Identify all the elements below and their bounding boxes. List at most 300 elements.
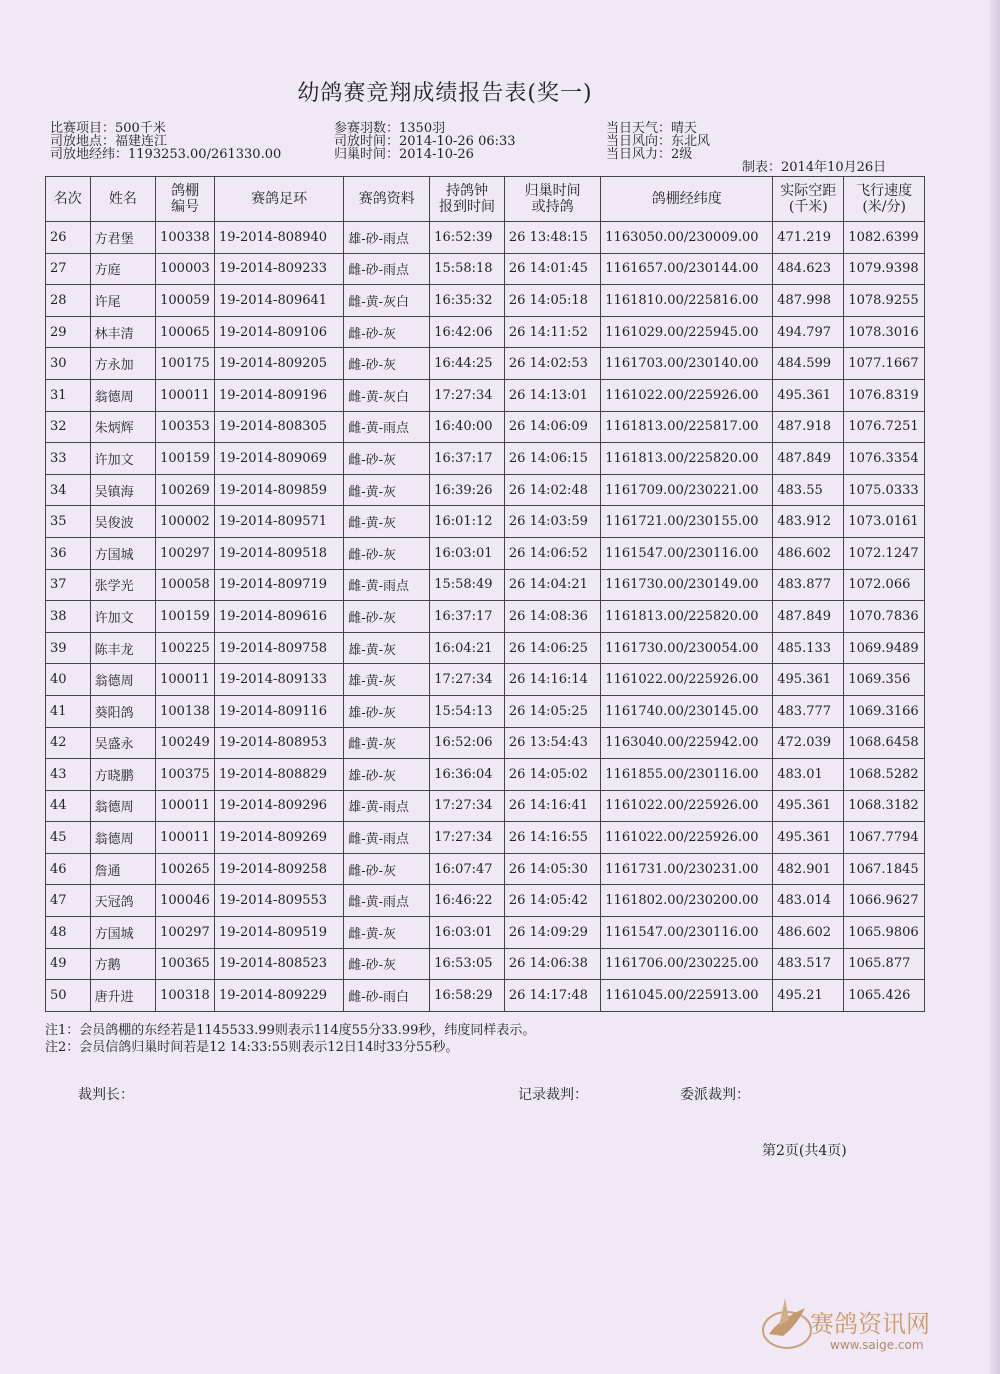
table-row <box>46 948 925 980</box>
cell-bird-info: 雌-黄-雨点 <box>344 569 430 601</box>
notes <box>45 1022 535 1056</box>
cell-return-time: 26 14:05:30 <box>504 853 600 885</box>
table-row <box>46 316 925 348</box>
cell-rank: 35 <box>46 506 91 538</box>
cell-clock-time: 16:52:39 <box>430 222 505 254</box>
cell-loft-id: 100011 <box>156 822 215 854</box>
cell-name: 葵阳鸽 <box>90 695 156 727</box>
cell-return-time: 26 14:13:01 <box>504 379 600 411</box>
cell-loft-id: 100353 <box>156 411 215 443</box>
cell-name: 许尾 <box>90 285 156 317</box>
cell-name: 许加文 <box>90 443 156 475</box>
cell-ring: 19-2014-809719 <box>215 569 344 601</box>
cell-return-time: 26 14:04:21 <box>504 569 600 601</box>
cell-loft-id: 100046 <box>156 885 215 917</box>
cell-rank: 39 <box>46 632 91 664</box>
cell-bird-info: 雄-黄-灰 <box>344 664 430 696</box>
cell-ring: 19-2014-809296 <box>215 790 344 822</box>
table-row <box>46 727 925 759</box>
cell-rank: 34 <box>46 474 91 506</box>
table-row <box>46 411 925 443</box>
header-return-time: 归巢时间 或持鸽 <box>504 177 600 222</box>
cell-loft-id: 100297 <box>156 537 215 569</box>
cell-rank: 43 <box>46 759 91 791</box>
watermark-name: 赛鸽资讯网 <box>810 1310 930 1338</box>
cell-clock-time: 17:27:34 <box>430 790 505 822</box>
meta-item: 比赛项目：500千米 <box>50 121 166 136</box>
cell-return-time: 26 14:06:52 <box>504 537 600 569</box>
table-row <box>46 664 925 696</box>
cell-speed: 1069.356 <box>844 664 925 696</box>
cell-speed: 1068.5282 <box>844 759 925 791</box>
cell-ring: 19-2014-809553 <box>215 885 344 917</box>
cell-distance: 483.517 <box>773 948 844 980</box>
cell-coordinates: 1161709.00/230221.00 <box>601 474 773 506</box>
cell-speed: 1078.3016 <box>844 316 925 348</box>
cell-return-time: 26 14:02:53 <box>504 348 600 380</box>
cell-ring: 19-2014-808953 <box>215 727 344 759</box>
cell-bird-info: 雌-黄-灰 <box>344 917 430 949</box>
cell-speed: 1068.6458 <box>844 727 925 759</box>
cell-loft-id: 100265 <box>156 853 215 885</box>
header-loft-id: 鸽棚 编号 <box>156 177 215 222</box>
cell-name: 方晓鹏 <box>90 759 156 791</box>
table-row <box>46 695 925 727</box>
cell-ring: 19-2014-809233 <box>215 253 344 285</box>
table-row <box>46 285 925 317</box>
cell-distance: 495.361 <box>773 664 844 696</box>
meta-column-2 <box>334 122 516 161</box>
cell-bird-info: 雌-砂-灰 <box>344 601 430 633</box>
cell-distance: 483.01 <box>773 759 844 791</box>
header-name: 姓名 <box>90 177 156 222</box>
meta-item: 当日天气：晴天 <box>606 121 698 136</box>
cell-rank: 38 <box>46 601 91 633</box>
table-row <box>46 569 925 601</box>
cell-distance: 487.849 <box>773 443 844 475</box>
cell-distance: 483.877 <box>773 569 844 601</box>
cell-coordinates: 1163050.00/230009.00 <box>601 222 773 254</box>
cell-loft-id: 100058 <box>156 569 215 601</box>
table-header-row <box>46 177 925 222</box>
header-clock-time: 持鸽钟 报到时间 <box>430 177 505 222</box>
cell-speed: 1065.426 <box>844 980 925 1012</box>
cell-clock-time: 15:54:13 <box>430 695 505 727</box>
cell-name: 方庭 <box>90 253 156 285</box>
cell-return-time: 26 14:11:52 <box>504 316 600 348</box>
cell-speed: 1065.877 <box>844 948 925 980</box>
cell-speed: 1073.0161 <box>844 506 925 538</box>
cell-rank: 32 <box>46 411 91 443</box>
cell-rank: 48 <box>46 917 91 949</box>
cell-rank: 42 <box>46 727 91 759</box>
cell-ring: 19-2014-809571 <box>215 506 344 538</box>
cell-ring: 19-2014-809859 <box>215 474 344 506</box>
cell-rank: 37 <box>46 569 91 601</box>
cell-coordinates: 1161703.00/230140.00 <box>601 348 773 380</box>
cell-name: 唐升进 <box>90 980 156 1012</box>
cell-bird-info: 雌-黄-雨点 <box>344 411 430 443</box>
meta-item: 司放时间：2014-10-26 06:33 <box>334 134 516 149</box>
cell-coordinates: 1161022.00/225926.00 <box>601 822 773 854</box>
cell-clock-time: 16:36:04 <box>430 759 505 791</box>
table-row <box>46 759 925 791</box>
cell-name: 翁德周 <box>90 790 156 822</box>
cell-ring: 19-2014-809641 <box>215 285 344 317</box>
cell-speed: 1082.6399 <box>844 222 925 254</box>
table-row <box>46 443 925 475</box>
cell-distance: 495.21 <box>773 980 844 1012</box>
cell-distance: 482.901 <box>773 853 844 885</box>
cell-ring: 19-2014-808829 <box>215 759 344 791</box>
cell-speed: 1077.1667 <box>844 348 925 380</box>
note-1: 注1：会员鸽棚的东经若是1145533.99则表示114度55分33.99秒，纬度同样表示。 <box>45 1023 536 1038</box>
cell-return-time: 26 14:03:59 <box>504 506 600 538</box>
header-bird-info: 赛鸽资料 <box>344 177 430 222</box>
cell-bird-info: 雄-砂-灰 <box>344 695 430 727</box>
table-row <box>46 601 925 633</box>
cell-bird-info: 雌-砂-雨点 <box>344 253 430 285</box>
cell-rank: 41 <box>46 695 91 727</box>
cell-name: 方永加 <box>90 348 156 380</box>
cell-speed: 1079.9398 <box>844 253 925 285</box>
cell-ring: 19-2014-809229 <box>215 980 344 1012</box>
cell-return-time: 26 14:06:38 <box>504 948 600 980</box>
cell-coordinates: 1161731.00/230231.00 <box>601 853 773 885</box>
note-2: 注2：会员信鸽归巢时间若是12 14:33:55则表示12日14时33分55秒。 <box>45 1040 459 1055</box>
cell-distance: 495.361 <box>773 822 844 854</box>
cell-clock-time: 16:04:21 <box>430 632 505 664</box>
report-title: 幼鸽赛竞翔成绩报告表(奖一) <box>297 81 593 106</box>
cell-loft-id: 100065 <box>156 316 215 348</box>
cell-ring: 19-2014-809196 <box>215 379 344 411</box>
cell-bird-info: 雄-黄-灰 <box>344 632 430 664</box>
cell-return-time: 26 14:16:55 <box>504 822 600 854</box>
cell-coordinates: 1161022.00/225926.00 <box>601 379 773 411</box>
cell-name: 方国城 <box>90 917 156 949</box>
cell-coordinates: 1161657.00/230144.00 <box>601 253 773 285</box>
cell-loft-id: 100365 <box>156 948 215 980</box>
cell-return-time: 26 14:01:45 <box>504 253 600 285</box>
watermark-url: www.saige.com <box>830 1338 924 1352</box>
cell-coordinates: 1161547.00/230116.00 <box>601 537 773 569</box>
cell-bird-info: 雄-黄-雨点 <box>344 790 430 822</box>
cell-ring: 19-2014-809519 <box>215 917 344 949</box>
table-row <box>46 822 925 854</box>
pigeon-logo-icon <box>755 1290 815 1356</box>
cell-ring: 19-2014-809518 <box>215 537 344 569</box>
cell-loft-id: 100138 <box>156 695 215 727</box>
table-row <box>46 885 925 917</box>
cell-clock-time: 16:35:32 <box>430 285 505 317</box>
cell-return-time: 26 14:16:41 <box>504 790 600 822</box>
cell-return-time: 26 14:06:25 <box>504 632 600 664</box>
meta-item: 当日风向：东北风 <box>606 134 711 149</box>
cell-distance: 486.602 <box>773 537 844 569</box>
cell-rank: 29 <box>46 316 91 348</box>
cell-coordinates: 1163040.00/225942.00 <box>601 727 773 759</box>
cell-bird-info: 雌-砂-灰 <box>344 316 430 348</box>
table-row <box>46 506 925 538</box>
cell-speed: 1078.9255 <box>844 285 925 317</box>
cell-coordinates: 1161706.00/230225.00 <box>601 948 773 980</box>
results-table <box>45 176 925 1012</box>
cell-distance: 483.912 <box>773 506 844 538</box>
cell-distance: 486.602 <box>773 917 844 949</box>
cell-distance: 487.998 <box>773 285 844 317</box>
cell-speed: 1076.3354 <box>844 443 925 475</box>
cell-return-time: 26 14:16:14 <box>504 664 600 696</box>
cell-speed: 1072.066 <box>844 569 925 601</box>
cell-name: 吴盛永 <box>90 727 156 759</box>
cell-loft-id: 100159 <box>156 601 215 633</box>
cell-rank: 46 <box>46 853 91 885</box>
cell-ring: 19-2014-809258 <box>215 853 344 885</box>
cell-ring: 19-2014-809205 <box>215 348 344 380</box>
cell-bird-info: 雌-砂-雨白 <box>344 980 430 1012</box>
cell-name: 张学光 <box>90 569 156 601</box>
cell-name: 许加文 <box>90 601 156 633</box>
cell-ring: 19-2014-809133 <box>215 664 344 696</box>
table-row <box>46 980 925 1012</box>
cell-name: 翁德周 <box>90 664 156 696</box>
cell-return-time: 26 14:17:48 <box>504 980 600 1012</box>
cell-bird-info: 雌-砂-灰 <box>344 348 430 380</box>
table-row <box>46 253 925 285</box>
cell-name: 方鹅 <box>90 948 156 980</box>
cell-clock-time: 16:37:17 <box>430 601 505 633</box>
header-speed: 飞行速度 (米/分) <box>844 177 925 222</box>
cell-clock-time: 16:52:06 <box>430 727 505 759</box>
cell-bird-info: 雌-砂-灰 <box>344 948 430 980</box>
cell-name: 林丰清 <box>90 316 156 348</box>
watermark <box>755 1290 965 1360</box>
cell-clock-time: 16:44:25 <box>430 348 505 380</box>
cell-clock-time: 16:46:22 <box>430 885 505 917</box>
cell-bird-info: 雌-砂-灰 <box>344 853 430 885</box>
cell-coordinates: 1161022.00/225926.00 <box>601 664 773 696</box>
table-row <box>46 348 925 380</box>
cell-coordinates: 1161740.00/230145.00 <box>601 695 773 727</box>
cell-clock-time: 16:03:01 <box>430 917 505 949</box>
cell-clock-time: 16:37:17 <box>430 443 505 475</box>
cell-return-time: 26 14:02:48 <box>504 474 600 506</box>
cell-distance: 484.599 <box>773 348 844 380</box>
cell-clock-time: 15:58:49 <box>430 569 505 601</box>
cell-return-time: 26 14:05:25 <box>504 695 600 727</box>
cell-rank: 31 <box>46 379 91 411</box>
cell-coordinates: 1161813.00/225820.00 <box>601 443 773 475</box>
cell-name: 翁德周 <box>90 379 156 411</box>
cell-ring: 19-2014-809116 <box>215 695 344 727</box>
page-edge-shadow <box>990 0 1000 1374</box>
recorder-judge-label: 记录裁判： <box>518 1087 588 1103</box>
cell-name: 翁德周 <box>90 822 156 854</box>
table-row <box>46 222 925 254</box>
cell-bird-info: 雄-砂-雨点 <box>344 222 430 254</box>
cell-loft-id: 100375 <box>156 759 215 791</box>
cell-speed: 1065.9806 <box>844 917 925 949</box>
cell-clock-time: 16:39:26 <box>430 474 505 506</box>
cell-bird-info: 雌-黄-灰 <box>344 506 430 538</box>
header-coordinates: 鸽棚经纬度 <box>601 177 773 222</box>
cell-loft-id: 100249 <box>156 727 215 759</box>
cell-coordinates: 1161802.00/230200.00 <box>601 885 773 917</box>
cell-loft-id: 100225 <box>156 632 215 664</box>
cell-name: 天冠鸽 <box>90 885 156 917</box>
cell-distance: 471.219 <box>773 222 844 254</box>
cell-speed: 1067.7794 <box>844 822 925 854</box>
cell-coordinates: 1161855.00/230116.00 <box>601 759 773 791</box>
cell-loft-id: 100318 <box>156 980 215 1012</box>
cell-speed: 1066.9627 <box>844 885 925 917</box>
cell-rank: 28 <box>46 285 91 317</box>
cell-coordinates: 1161022.00/225926.00 <box>601 790 773 822</box>
cell-rank: 30 <box>46 348 91 380</box>
cell-return-time: 26 14:06:09 <box>504 411 600 443</box>
cell-speed: 1076.8319 <box>844 379 925 411</box>
cell-ring: 19-2014-809616 <box>215 601 344 633</box>
cell-rank: 45 <box>46 822 91 854</box>
cell-return-time: 26 13:48:15 <box>504 222 600 254</box>
cell-speed: 1069.9489 <box>844 632 925 664</box>
table-row <box>46 917 925 949</box>
cell-loft-id: 100011 <box>156 664 215 696</box>
cell-coordinates: 1161813.00/225817.00 <box>601 411 773 443</box>
cell-rank: 27 <box>46 253 91 285</box>
meta-item: 当日风力：2级 <box>606 147 693 162</box>
cell-coordinates: 1161730.00/230149.00 <box>601 569 773 601</box>
cell-return-time: 26 14:05:18 <box>504 285 600 317</box>
cell-loft-id: 100002 <box>156 506 215 538</box>
header-distance: 实际空距 (千米) <box>773 177 844 222</box>
cell-clock-time: 16:40:00 <box>430 411 505 443</box>
cell-clock-time: 16:03:01 <box>430 537 505 569</box>
made-date: 制表：2014年10月26日 <box>742 160 887 175</box>
cell-clock-time: 17:27:34 <box>430 379 505 411</box>
cell-speed: 1068.3182 <box>844 790 925 822</box>
cell-loft-id: 100159 <box>156 443 215 475</box>
meta-item: 司放地经纬：1193253.00/261330.00 <box>50 147 282 162</box>
page-number: 第2页(共4页) <box>762 1143 847 1159</box>
cell-loft-id: 100297 <box>156 917 215 949</box>
cell-return-time: 26 14:09:29 <box>504 917 600 949</box>
cell-clock-time: 17:27:34 <box>430 822 505 854</box>
cell-ring: 19-2014-808523 <box>215 948 344 980</box>
cell-clock-time: 16:07:47 <box>430 853 505 885</box>
cell-rank: 36 <box>46 537 91 569</box>
cell-name: 方君堡 <box>90 222 156 254</box>
cell-ring: 19-2014-809269 <box>215 822 344 854</box>
cell-distance: 483.014 <box>773 885 844 917</box>
cell-clock-time: 17:27:34 <box>430 664 505 696</box>
cell-name: 陈丰龙 <box>90 632 156 664</box>
cell-bird-info: 雌-砂-灰 <box>344 443 430 475</box>
cell-loft-id: 100059 <box>156 285 215 317</box>
chief-judge-label: 裁判长： <box>78 1087 134 1103</box>
cell-bird-info: 雌-砂-灰 <box>344 537 430 569</box>
cell-loft-id: 100011 <box>156 379 215 411</box>
cell-speed: 1075.0333 <box>844 474 925 506</box>
cell-coordinates: 1161547.00/230116.00 <box>601 917 773 949</box>
cell-name: 吴俊波 <box>90 506 156 538</box>
cell-distance: 487.849 <box>773 601 844 633</box>
table-row <box>46 853 925 885</box>
cell-coordinates: 1161810.00/225816.00 <box>601 285 773 317</box>
cell-return-time: 26 14:06:15 <box>504 443 600 475</box>
cell-distance: 484.623 <box>773 253 844 285</box>
meta-item: 归巢时间：2014-10-26 <box>334 147 474 162</box>
cell-speed: 1069.3166 <box>844 695 925 727</box>
cell-return-time: 26 14:05:02 <box>504 759 600 791</box>
cell-clock-time: 15:58:18 <box>430 253 505 285</box>
table-row <box>46 379 925 411</box>
table-row <box>46 790 925 822</box>
cell-coordinates: 1161813.00/225820.00 <box>601 601 773 633</box>
cell-loft-id: 100338 <box>156 222 215 254</box>
cell-return-time: 26 13:54:43 <box>504 727 600 759</box>
header-ring: 赛鸽足环 <box>215 177 344 222</box>
cell-rank: 50 <box>46 980 91 1012</box>
cell-clock-time: 16:42:06 <box>430 316 505 348</box>
cell-rank: 33 <box>46 443 91 475</box>
cell-distance: 472.039 <box>773 727 844 759</box>
cell-bird-info: 雌-黄-灰白 <box>344 285 430 317</box>
cell-rank: 44 <box>46 790 91 822</box>
cell-ring: 19-2014-809758 <box>215 632 344 664</box>
cell-name: 方国城 <box>90 537 156 569</box>
cell-rank: 47 <box>46 885 91 917</box>
header-rank: 名次 <box>46 177 91 222</box>
cell-return-time: 26 14:08:36 <box>504 601 600 633</box>
cell-speed: 1070.7836 <box>844 601 925 633</box>
cell-ring: 19-2014-808305 <box>215 411 344 443</box>
cell-ring: 19-2014-809069 <box>215 443 344 475</box>
cell-distance: 483.55 <box>773 474 844 506</box>
table-row <box>46 632 925 664</box>
cell-distance: 494.797 <box>773 316 844 348</box>
cell-rank: 40 <box>46 664 91 696</box>
cell-return-time: 26 14:05:42 <box>504 885 600 917</box>
cell-name: 吴镇海 <box>90 474 156 506</box>
cell-name: 詹通 <box>90 853 156 885</box>
cell-coordinates: 1161730.00/230054.00 <box>601 632 773 664</box>
cell-rank: 26 <box>46 222 91 254</box>
cell-loft-id: 100003 <box>156 253 215 285</box>
cell-loft-id: 100011 <box>156 790 215 822</box>
cell-distance: 487.918 <box>773 411 844 443</box>
cell-ring: 19-2014-809106 <box>215 316 344 348</box>
cell-coordinates: 1161721.00/230155.00 <box>601 506 773 538</box>
cell-ring: 19-2014-808940 <box>215 222 344 254</box>
cell-bird-info: 雄-砂-灰 <box>344 759 430 791</box>
cell-bird-info: 雌-黄-灰白 <box>344 379 430 411</box>
cell-bird-info: 雌-黄-灰 <box>344 474 430 506</box>
table-row <box>46 474 925 506</box>
appointed-judge-label: 委派裁判： <box>680 1087 750 1103</box>
meta-column-3 <box>606 122 710 161</box>
meta-item: 司放地点：福建连江 <box>50 134 168 149</box>
cell-clock-time: 16:01:12 <box>430 506 505 538</box>
meta-column-1 <box>50 122 281 161</box>
cell-coordinates: 1161029.00/225945.00 <box>601 316 773 348</box>
cell-bird-info: 雌-黄-雨点 <box>344 885 430 917</box>
cell-bird-info: 雌-黄-灰 <box>344 727 430 759</box>
cell-clock-time: 16:53:05 <box>430 948 505 980</box>
cell-loft-id: 100175 <box>156 348 215 380</box>
cell-distance: 485.133 <box>773 632 844 664</box>
cell-name: 朱炳辉 <box>90 411 156 443</box>
